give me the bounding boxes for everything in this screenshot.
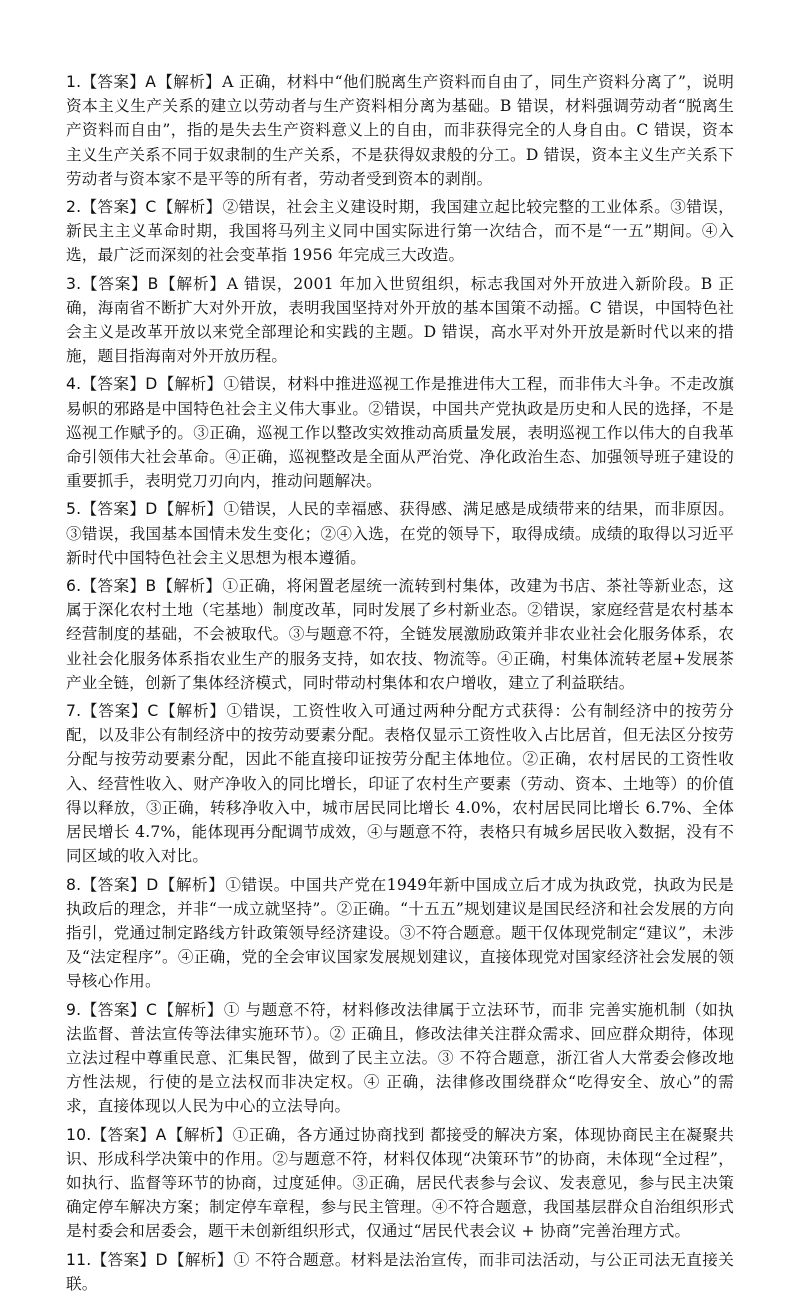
- item-number: 7.: [66, 702, 82, 721]
- analysis-text: A 正确，材料中“他们脱离生产资料而自由了，同生产资料分离了”，说明资本主义生产关系的建立以劳动者与生产资料相分离为基础。B 错误，材料强调劳动者“脱离生产资料而自由”，指的是失去生产资料意义上的自由，而非获得完全的人身自由。C 错误，资本主义生产关系不同于奴隶制的生产关系，不是获得奴隶般的分工。D 错误，资本主义生产关系下劳动者与资本家不是平等的所有者，劳动者受到资本的剥削。: [66, 73, 734, 188]
- item-number: 6.: [66, 577, 82, 596]
- item-number: 10.: [66, 1125, 92, 1144]
- analysis-text: ①错误。中国共产党在1949年新中国成立后才成为执政党，执政为民是执政后的理念，并非“一成立就坚持”。②正确。“十五五”规划建议是国民经济和社会发展的方向指引，党通过制定路线方针政策领导经济建设。③不符合题意。题干仅体现党制定“建议”，未涉及“法定程序”。④正确，党的全会审议国家发展规划建议，直接体现党对国家经济社会发展的领导核心作用。: [66, 875, 734, 991]
- analysis-tag: 【解析】: [159, 875, 225, 894]
- analysis-text: ①正确，各方通过协商找到 都接受的解决方案，体现协商民主在凝聚共识、形成科学决策中的作用。②与题意不符，材料仅体现“决策环节”的协商，未体现“全过程”，如执行、监督等环节的协商，过度延伸。③正确，居民代表参与会议、发表意见，参与民主决策确定停车解决方案；制定停车章程，参与民主管理。④不符合题意，我国基层群众自治组织形式是村委会和居委会，题干未创新组织形式，仅通过“居民代表会议 + 协商”完善治理方式。: [66, 1125, 734, 1241]
- analysis-tag: 【解析】: [157, 73, 222, 91]
- item-number: 9.: [66, 1000, 82, 1019]
- answer-item-4: [66, 372, 734, 493]
- analysis-tag: 【解析】: [157, 198, 222, 217]
- analysis-text: ①错误，人民的幸福感、获得感、满足感是成绩带来的结果，而非原因。③错误，我国基本国情未发生变化；②④入选，在党的领导下，取得成绩。成绩的取得以习近平新时代中国特色社会主义思想为根本遵循。: [66, 500, 734, 567]
- analysis-tag: 【解析】: [158, 1000, 223, 1019]
- analysis-text: A 错误，2001 年加入世贸组织，标志我国对外开放进入新阶段。B 正确，海南省不断扩大对外开放，表明我国坚持对外开放的基本国策不动摇。C 错误，中国特色社会主义是改革开放以来党全部理论和实践的主题。D 错误，高水平对外开放是新时代以来的措施，题目指海南对外开放历程。: [66, 274, 734, 366]
- answer-tag: 【答案】C: [81, 702, 159, 721]
- answer-tag: 【答案】B: [81, 577, 157, 596]
- analysis-text: ①错误，材料中推进巡视工作是推进伟大工程，而非伟大斗争。不走改旗易帜的邪路是中国特色社会主义伟大事业。②错误，中国共产党执政是历史和人民的选择，不是巡视工作赋予的。③正确，巡视工作以整改实效推动高质量发展，表明巡视工作以伟大的自我革命引领伟大社会革命。④正确，巡视整改是全面从严治党、净化政治生态、加强领导班子建设的重要抓手，表明党刀刃向内，推动问题解决。: [66, 375, 734, 491]
- answer-item-2: [66, 195, 734, 268]
- item-number: 2.: [66, 198, 82, 217]
- analysis-text: ②错误，社会主义建设时期，我国建立起比较完整的工业体系。③错误，新民主主义革命时期，我国将马列主义同中国实际进行第一次结合，而不是“一五”期间。④入选，最广泛而深刻的社会变革指 1956 年完成三大改造。: [66, 198, 734, 265]
- item-number: 4.: [66, 375, 82, 394]
- answer-tag: 【答案】B: [81, 274, 159, 293]
- answer-item-6: [66, 574, 734, 695]
- answer-item-5: [66, 497, 734, 570]
- item-number: 3.: [66, 274, 82, 293]
- answer-tag: 【答案】C: [81, 1000, 158, 1019]
- analysis-tag: 【解析】: [158, 500, 223, 519]
- item-number: 11.: [66, 1250, 92, 1269]
- answer-tag: 【答案】A: [91, 1125, 167, 1144]
- item-number: 5.: [66, 500, 82, 519]
- answer-tag: 【答案】D: [81, 875, 159, 894]
- answer-tag: 【答案】A: [81, 73, 157, 91]
- answer-item-9: [66, 998, 734, 1119]
- analysis-tag: 【解析】: [159, 274, 226, 293]
- answer-item-8: [66, 873, 734, 994]
- analysis-text: ①错误，工资性收入可通过两种分配方式获得：公有制经济中的按劳分配，以及非公有制经济中的按劳动要素分配。表格仅显示工资性收入占比居首，但无法区分按劳分配与按劳动要素分配，因此不能直接印证按劳分配主体地位。②正确，农村居民的工资性收入、经营性收入、财产净收入的同比增长，印证了农村生产要素（劳动、资本、土地等）的价值得以释放，③正确，转移净收入中，城市居民同比增长 4.0%，农村居民同比增长 6.7%、全体居民增长 4.7%，能体现再分配调节成效，④与题意不符，表格只有城乡居民收入数据，没有不同区域的收入对比。: [66, 702, 735, 866]
- answer-tag: 【答案】D: [81, 375, 158, 394]
- item-number: 1.: [66, 73, 82, 91]
- analysis-tag: 【解析】: [159, 702, 226, 721]
- answer-tag: 【答案】D: [81, 500, 158, 519]
- answer-item-7: [66, 699, 734, 868]
- analysis-tag: 【解析】: [168, 1250, 233, 1269]
- analysis-tag: 【解析】: [157, 577, 222, 596]
- analysis-tag: 【解析】: [158, 375, 223, 394]
- analysis-text: ① 不符合题意。材料是法治宣传，而非司法活动，与公正司法无直接关联。: [66, 1250, 734, 1293]
- answer-item-3: [66, 272, 734, 369]
- analysis-text: ①正确，将闲置老屋统一流转到村集体，改建为书店、茶社等新业态，这属于深化农村土地（宅基地）制度改革，同时发展了乡村新业态。②错误，家庭经营是农村基本经营制度的基础，不会被取代。③与题意不符，全链发展激励政策并非农业社会化服务体系，农业社会化服务体系指农业生产的服务支持，如农技、物流等。④正确，村集体流转老屋+发展茶产业全链，创新了集体经济模式，同时带动村集体和农户增收，建立了利益联结。: [66, 577, 735, 692]
- answer-item-11: [66, 1248, 734, 1296]
- answer-item-10: [66, 1123, 734, 1244]
- answer-tag: 【答案】C: [81, 198, 157, 217]
- analysis-text: ① 与题意不符，材料修改法律属于立法环节，而非 完善实施机制（如执法监督、普法宣传等法律实施环节）。② 正确且，修改法律关注群众需求、回应群众期待，体现立法过程中尊重民意、汇集民智，做到了民主立法。③ 不符合题意，浙江省人大常委会修改地方性法规，行使的是立法权而非决定权。④ 正确，法律修改围绕群众“吃得安全、放心”的需求，直接体现以人民为中心的立法导向。: [66, 1000, 734, 1116]
- answer-tag: 【答案】D: [91, 1250, 168, 1269]
- answer-item-1: [66, 70, 734, 191]
- analysis-tag: 【解析】: [167, 1125, 232, 1144]
- item-number: 8.: [66, 875, 82, 894]
